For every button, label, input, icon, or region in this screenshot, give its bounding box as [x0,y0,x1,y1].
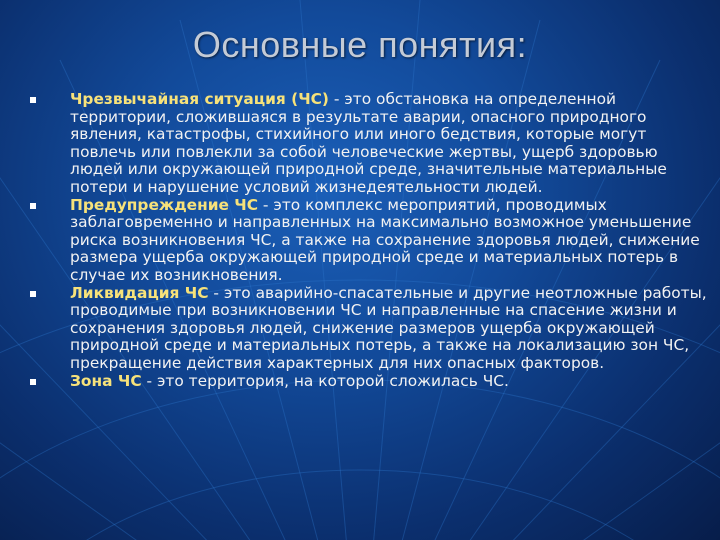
term-label: Зона ЧС [70,371,142,390]
term-label: Ликвидация ЧС [70,283,209,302]
slide-title: Основные понятия: [192,24,528,65]
list-item [30,285,710,373]
square-bullet-icon [30,291,36,297]
definitions-list [30,91,710,390]
definition-text: - это обстановка на определенной территории, сложившаяся в результате аварии, опасного природного явления, катастрофы, стихийного или иного бедствия, которые могут повлечь или повлекли за собой человеческие жертвы, ущерб здоровью людей или окружающей природной среде, значительные материальные потери и нарушение условий жизнедеятельности людей. [70,90,667,196]
term-label: Чрезвычайная ситуация (ЧС) [70,90,329,108]
square-bullet-icon [30,97,36,103]
list-item [30,91,710,197]
square-bullet-icon [30,203,36,209]
term-label: Предупреждение ЧС [70,195,259,214]
definition-text: - это комплекс мероприятий, проводимых заблаговременно и направленных на максимально возможное уменьшение риска возникновения ЧС, а также на сохранение здоровья людей, снижение размера ущерба окружающей природной среде и материальных потерь в случае их возникновения. [70,195,700,284]
definition-text: - это аварийно-спасательные и другие неотложные работы, проводимые при возникновении ЧС и направленные на спасение жизни и сохранения здоровья людей, снижение размеров ущерба окружающей природной среде и материальных потерь, а также на локализацию зон ЧС, прекращение действия характерных для них опасных факторов. [70,283,707,372]
list-item [30,373,710,391]
list-item [30,197,710,285]
definition-text: - это территория, на которой сложилась ЧС. [141,371,509,390]
square-bullet-icon [30,379,36,385]
